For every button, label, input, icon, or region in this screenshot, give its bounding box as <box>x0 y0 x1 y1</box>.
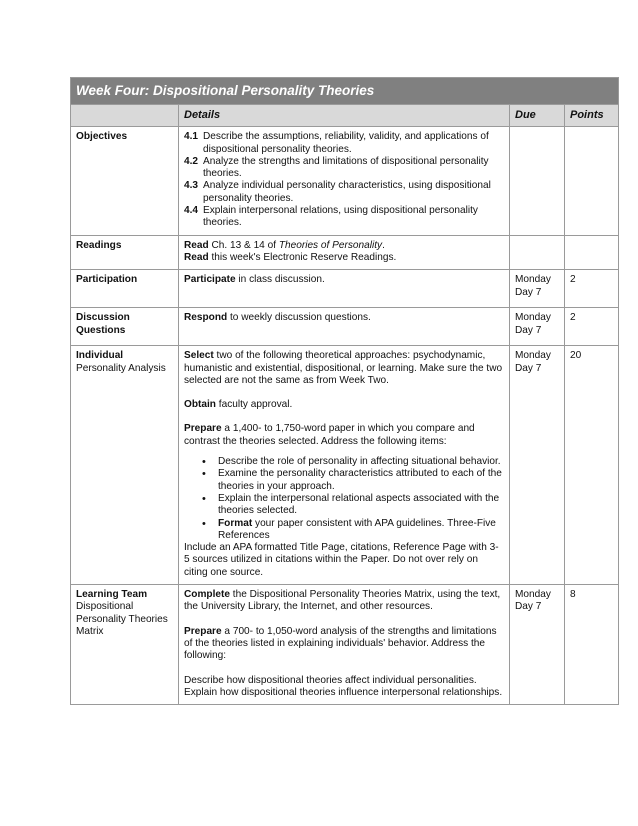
individual-prepare <box>184 423 504 448</box>
select-text: two of the following theoretical approaches: psychodynamic, humanistic and existential, dispositional, or learning. Make sure the two selected are not the same as from Week Two. <box>184 350 503 386</box>
readings-details <box>179 235 510 270</box>
objective-text: Explain interpersonal relations, using dispositional personality theories. <box>203 205 478 229</box>
prepare-text: a 1,400- to 1,750-word paper in which you compare and contrast the theories selected. Address the following items: <box>184 423 475 447</box>
objectives-due <box>510 127 565 235</box>
bullet-item-format <box>202 518 504 543</box>
obtain-text: faculty approval. <box>215 399 293 411</box>
reading-text: this week's Electronic Reserve Readings. <box>208 251 397 263</box>
team-line-2: Explain how dispositional theories influence interpersonal relationships. <box>184 686 503 698</box>
individual-sublabel: Personality Analysis <box>76 362 166 374</box>
format-text: your paper consistent with APA guidelines. Three-Five References <box>218 517 496 541</box>
objectives-list <box>179 127 510 235</box>
individual-row <box>71 346 619 585</box>
participation-verb: Participate <box>184 274 236 286</box>
discussion-label: Discussion Questions <box>76 312 130 336</box>
team-points: 8 <box>565 585 619 705</box>
reading-line <box>184 252 504 264</box>
team-prepare <box>184 626 504 663</box>
objective-item <box>184 180 504 205</box>
header-details: Details <box>179 105 510 127</box>
participation-label: Participation <box>76 274 138 286</box>
participation-details <box>179 270 510 308</box>
objective-number: 4.1 <box>184 131 199 143</box>
participation-due: Monday Day 7 <box>510 270 565 308</box>
objective-number: 4.2 <box>184 155 199 167</box>
objective-item <box>184 205 504 230</box>
readings-row <box>71 235 619 270</box>
complete-text: the Dispositional Personality Theories Matrix, using the text, the University Library, the Internet, and other resources. <box>184 589 501 613</box>
objective-item <box>184 131 504 156</box>
obtain-verb: Obtain <box>184 399 216 411</box>
discussion-row <box>71 308 619 346</box>
individual-tail: Include an APA formatted Title Page, citations, Reference Page with 3-5 sources utilized in citations within the Paper. Do not over rely on citing one source. <box>184 542 499 578</box>
participation-points: 2 <box>565 270 619 308</box>
reading-text: Ch. 13 & 14 of <box>208 239 279 251</box>
reading-verb: Read <box>184 251 209 263</box>
header-due: Due <box>510 105 565 127</box>
prepare-text: a 700- to 1,050-word analysis of the strengths and limitations of the theories listed in explaining individuals' behavior. Address the following: <box>184 625 497 662</box>
readings-label: Readings <box>76 239 122 251</box>
reading-line <box>184 240 504 252</box>
individual-obtain <box>184 399 504 411</box>
select-verb: Select <box>184 350 214 362</box>
team-due: Monday Day 7 <box>510 585 565 705</box>
header-points: Points <box>565 105 619 127</box>
prepare-verb: Prepare <box>184 625 222 637</box>
bullet-item: • Explain the interpersonal relational aspects associated with the theories selected. <box>202 493 504 518</box>
readings-due <box>510 235 565 270</box>
team-label: Learning Team <box>76 589 148 601</box>
title-row <box>71 78 619 105</box>
team-row <box>71 585 619 705</box>
book-title: Theories of Personality <box>278 239 383 251</box>
week-title: Week Four: Dispositional Personality Theories <box>71 78 619 105</box>
complete-verb: Complete <box>184 589 230 601</box>
prepare-verb: Prepare <box>184 423 222 435</box>
objectives-row <box>71 127 619 235</box>
discussion-text: to weekly discussion questions. <box>227 312 371 324</box>
individual-bullets <box>184 456 504 542</box>
objective-text: Describe the assumptions, reliability, validity, and applications of dispositional personality theories. <box>203 131 489 155</box>
individual-label: Individual <box>76 350 124 362</box>
objective-number: 4.3 <box>184 180 199 192</box>
team-sublabel: Dispositional Personality Theories Matrix <box>76 601 168 637</box>
readings-points <box>565 235 619 270</box>
objective-item <box>184 156 504 181</box>
objective-text: Analyze individual personality characteristics, using dispositional personality theories. <box>203 180 491 204</box>
participation-text: in class discussion. <box>235 274 325 286</box>
discussion-due: Monday Day 7 <box>510 308 565 346</box>
bullet-item: • Describe the role of personality in affecting situational behavior. <box>202 456 504 468</box>
format-verb: Format <box>218 517 253 529</box>
discussion-points: 2 <box>565 308 619 346</box>
individual-details <box>179 346 510 585</box>
team-line-1: Describe how dispositional theories affect individual personalities. <box>184 674 477 686</box>
team-details <box>179 585 510 705</box>
header-empty <box>71 105 179 127</box>
objective-text: Analyze the strengths and limitations of dispositional personality theories. <box>203 155 489 180</box>
reading-text: . <box>382 239 385 251</box>
objective-number: 4.4 <box>184 205 199 217</box>
reading-verb: Read <box>184 239 209 251</box>
individual-due: Monday Day 7 <box>510 346 565 585</box>
individual-select <box>184 350 504 387</box>
bullet-item: • Examine the personality characteristics attributed to each of the theories in your approach. <box>202 468 504 493</box>
objectives-points <box>565 127 619 235</box>
week-schedule-table <box>70 77 619 705</box>
objectives-label: Objectives <box>76 131 128 143</box>
individual-points: 20 <box>565 346 619 585</box>
participation-row <box>71 270 619 308</box>
header-row <box>71 105 619 127</box>
discussion-details <box>179 308 510 346</box>
team-complete <box>184 589 504 614</box>
discussion-verb: Respond <box>184 312 228 324</box>
